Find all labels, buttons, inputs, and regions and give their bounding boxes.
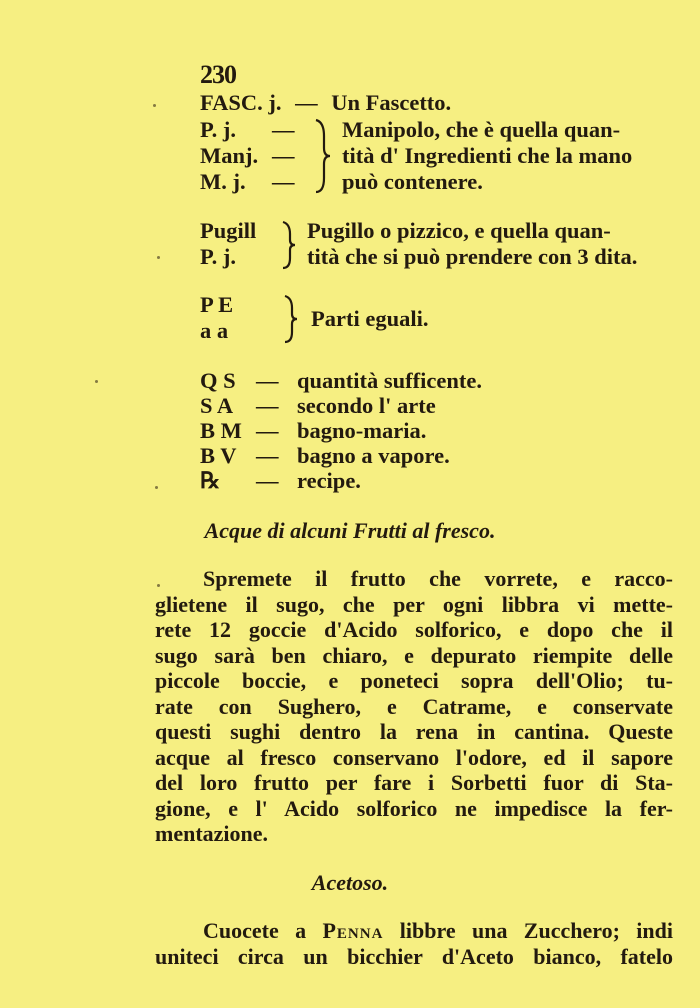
paragraph-line: glietene il sugo, che per ogni libbra vi mette- [155, 591, 673, 617]
paragraph-line: gione, e l' Acido solforico ne impedisce la fer- [155, 795, 673, 821]
abbr-dash: — [272, 143, 295, 168]
print-speck [95, 380, 98, 383]
abbr-dash: — [295, 90, 318, 115]
brace-icon [282, 294, 300, 344]
paragraph-line: sugo sarà ben chiaro, e depurato riempite delle [155, 642, 673, 668]
symbol-term: B V [200, 443, 237, 468]
paragraph-line: mentazione. [155, 821, 269, 846]
abbr-term: Manj. [200, 143, 259, 168]
text-run: libbre una Zucchero; indi [383, 918, 673, 943]
paragraph-line: questi sughi dentro la rena in cantina. Queste [155, 719, 673, 744]
abbr-dash: — [256, 368, 279, 393]
abbr-dash: — [256, 443, 279, 468]
abbr-row-fasc [200, 90, 451, 116]
symbol-meaning: recipe. [297, 468, 361, 493]
brace-icon [312, 118, 332, 194]
page-number: 230 [200, 60, 236, 89]
paragraph-line: del loro frutto per fare i Sorbetti fuor di Sta- [155, 770, 673, 795]
abbr-dash: — [256, 418, 279, 443]
symbol-meaning: bagno-maria. [297, 418, 427, 443]
brace-icon [280, 220, 298, 270]
abbr-term: P E [200, 292, 234, 317]
definition-line: può contenere. [342, 169, 483, 194]
paragraph-line: rate con Sughero, e Catrame, e conservate [155, 693, 673, 719]
paragraph-line: uniteci circa un bicchier d'Aceto bianco, fatelo [155, 943, 673, 969]
symbol-meaning: quantità sufficente. [297, 368, 482, 393]
symbol-meaning: secondo l' arte [297, 393, 436, 418]
recipe-paragraph [155, 566, 673, 847]
recipe-paragraph [155, 918, 673, 969]
definition-line: tità che si può prendere con 3 dita. [307, 244, 638, 269]
print-speck [155, 486, 158, 489]
abbr-term: P. j. [200, 244, 237, 269]
definition-line: Pugillo o pizzico, e quella quan- [307, 218, 611, 243]
abbr-term: M. j. [200, 169, 246, 194]
text-run: Cuocete a [203, 918, 323, 943]
abbr-term: a a [200, 318, 229, 343]
abbr-dash: — [272, 169, 295, 194]
paragraph-line: rete 12 goccie d'Acido solforico, e dopo che il [155, 617, 673, 642]
recipe-symbol: ℞ [200, 468, 221, 493]
symbol-term: Q S [200, 368, 236, 393]
section-title: Acetoso. [311, 870, 389, 895]
section-title: Acque di alcuni Frutti al fresco. [204, 518, 496, 543]
abbr-term: P. j. [200, 117, 237, 142]
abbr-dash: — [256, 393, 279, 418]
abbr-term: FASC. j. [200, 90, 282, 115]
print-speck [153, 104, 156, 107]
symbol-meaning: bagno a vapore. [297, 443, 450, 468]
print-speck [157, 584, 160, 587]
definition-line: Parti eguali. [311, 306, 429, 331]
symbol-term: B M [200, 418, 242, 443]
paragraph-line: acque al fresco conservano l'odore, ed il sapore [155, 744, 673, 770]
paragraph-line: Spremete il frutto che vorrete, e racco- [203, 566, 673, 591]
symbol-term: S A [200, 393, 234, 418]
abbr-dash: — [256, 468, 279, 493]
paragraph-line [155, 918, 673, 944]
small-caps-word: Penna [322, 918, 384, 943]
abbr-meaning: Un Fascetto. [331, 90, 452, 115]
abbr-term: Pugill [200, 218, 257, 243]
paragraph-line: piccole boccie, e poneteci sopra dell'Olio; tu- [155, 668, 673, 693]
definition-line: tità d' Ingredienti che la mano [342, 143, 633, 168]
abbr-dash: — [272, 117, 295, 142]
definition-line: Manipolo, che è quella quan- [342, 117, 621, 142]
print-speck [157, 256, 160, 259]
